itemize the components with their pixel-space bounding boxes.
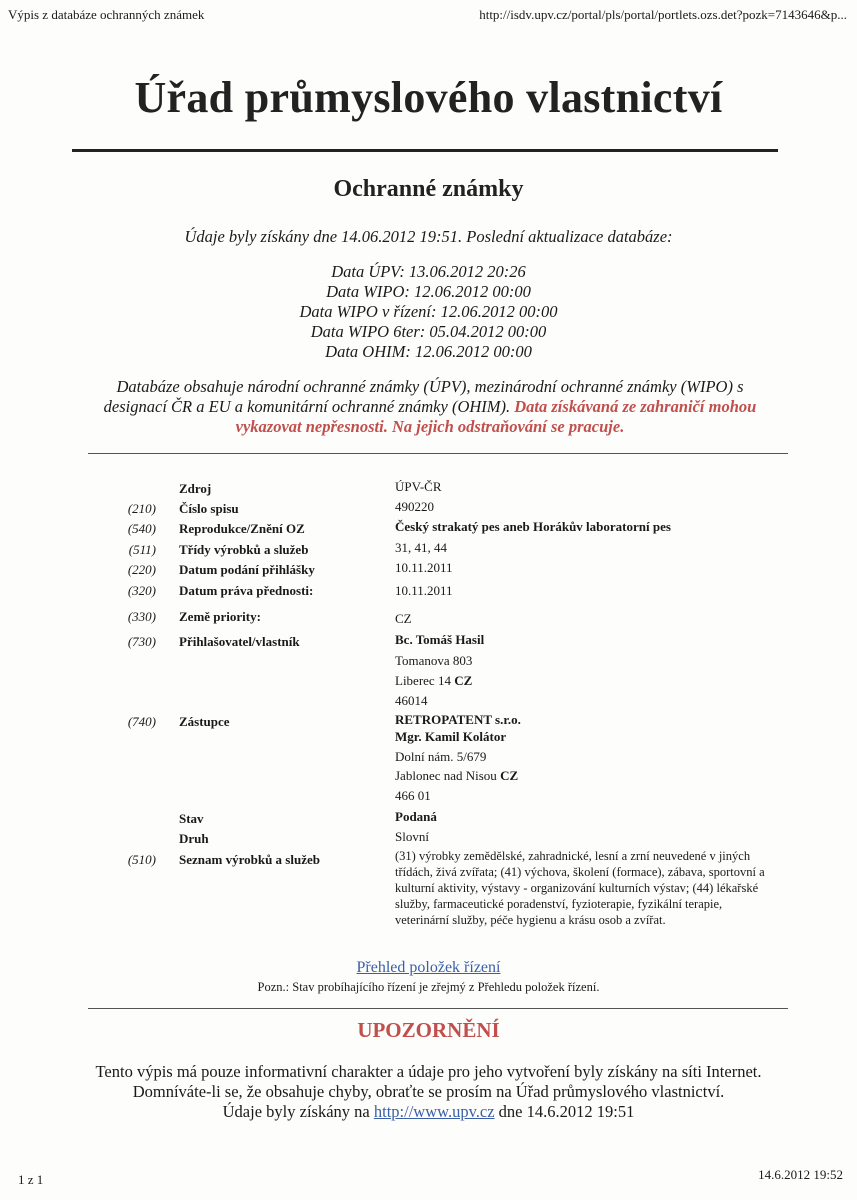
title-divider — [72, 149, 778, 152]
section-title: Ochranné známky — [333, 176, 524, 202]
value-datum-prednosti: 10.11.2011 — [395, 583, 453, 598]
record-divider-bottom — [88, 1008, 788, 1009]
label-zastupce: Zástupce — [179, 714, 230, 729]
print-header-title: Výpis z databáze ochranných známek — [8, 7, 205, 22]
disclaimer-pre: Údaje byly získány na — [222, 1102, 370, 1121]
print-footer-page: 1 z 1 — [18, 1172, 44, 1187]
code-540: (540) — [127, 521, 156, 536]
label-druh: Druh — [179, 831, 209, 846]
representative-city: Jablonec nad Nisou — [395, 768, 497, 783]
database-description — [90, 377, 770, 437]
applicant-name: Bc. Tomáš Hasil — [395, 632, 485, 647]
description-line1: Databáze obsahuje národní ochranné známky (ÚPV), mezinárodní ochranné známky (WIPO) s — [116, 377, 744, 396]
prehled-polozek-link[interactable]: Přehled položek řízení — [356, 959, 501, 976]
code-510: (510) — [127, 852, 156, 867]
code-730: (730) — [127, 634, 156, 649]
database-dates — [0, 262, 857, 362]
disclaimer-line1: Tento výpis má pouze informativní charakter a údaje pro jeho vytvoření byly získány na síti Internet. — [95, 1062, 762, 1081]
value-stav: Podaná — [395, 809, 437, 824]
warning-text-2: vykazovat nepřesnosti. Na jejich odstraňování se pracuje. — [235, 417, 625, 436]
code-210: (210) — [127, 501, 156, 516]
representative-person: Mgr. Kamil Kolátor — [395, 729, 507, 744]
value-tridy: 31, 41, 44 — [395, 540, 447, 555]
date-upv: Data ÚPV: 13.06.2012 20:26 — [331, 262, 526, 281]
date-wipo-6ter: Data WIPO 6ter: 05.04.2012 00:00 — [310, 322, 547, 341]
label-prihlasovatel: Přihlašovatel/vlastník — [179, 634, 300, 649]
applicant-country: CZ — [454, 673, 473, 688]
value-druh: Slovní — [395, 829, 429, 844]
representative-country: CZ — [500, 768, 519, 783]
code-511: (511) — [128, 542, 156, 557]
value-zeme-priority: CZ — [395, 611, 412, 626]
applicant-city-line — [395, 673, 472, 689]
label-datum-podani: Datum podání přihlášky — [179, 562, 315, 577]
date-ohim: Data OHIM: 12.06.2012 00:00 — [325, 342, 532, 361]
code-220: (220) — [127, 562, 156, 577]
obtained-text: Údaje byly získány dne 14.06.2012 19:51. Poslední aktualizace databáze: — [184, 227, 673, 246]
applicant-zip: 46014 — [395, 693, 428, 708]
record-divider-top — [88, 453, 788, 454]
disclaimer-line2: Domníváte-li se, že obsahuje chyby, obraťte se prosím na Úřad průmyslového vlastnictví. — [132, 1082, 725, 1101]
label-zeme-priority: Země priority: — [179, 609, 261, 624]
disclaimer-line3 — [0, 1102, 857, 1122]
label-datum-prednosti: Datum práva přednosti: — [179, 583, 314, 598]
print-header-url: http://isdv.upv.cz/portal/pls/portal/portlets.ozs.det?pozk=7143646&p... — [479, 7, 847, 22]
label-zdroj: Zdroj — [179, 481, 212, 496]
label-stav: Stav — [179, 811, 204, 826]
code-740: (740) — [127, 714, 156, 729]
upv-link[interactable]: http://www.upv.cz — [373, 1102, 495, 1121]
description-line2: designací ČR a EU a komunitární ochranné známky (OHIM). — [103, 397, 511, 416]
value-seznam: (31) výrobky zemědělské, zahradnické, lesní a zrní neuvedené v jiných třídách, živá zvířata; (41) výchova, školení (formace), zábava, sportovní a kulturní aktivity, výstavy - organizování kulturních výstav; (44) lékařské služby, farmaceutické poradenství, fyzioterapie, fyzikální terapie, veterinární služby, péče hygienu a krásu osob a zvířat. — [395, 849, 765, 927]
value-datum-podani: 10.11.2011 — [395, 560, 453, 575]
code-320: (320) — [127, 583, 156, 598]
value-cislo-spisu: 490220 — [395, 499, 434, 514]
label-tridy: Třídy výrobků a služeb — [179, 542, 309, 557]
disclaimer-post: dne 14.6.2012 19:51 — [498, 1102, 635, 1121]
label-cislo-spisu: Číslo spisu — [179, 501, 239, 516]
page-title: Úřad průmyslového vlastnictví — [134, 73, 723, 122]
date-wipo: Data WIPO: 12.06.2012 00:00 — [326, 282, 531, 301]
label-seznam: Seznam výrobků a služeb — [179, 852, 320, 867]
applicant-city: Liberec 14 — [395, 673, 451, 688]
warning-heading: UPOZORNĚNÍ — [357, 1018, 500, 1042]
applicant-street: Tomanova 803 — [395, 653, 473, 668]
label-reprodukce: Reprodukce/Znění OZ — [179, 521, 305, 536]
code-330: (330) — [127, 609, 156, 624]
print-footer-timestamp: 14.6.2012 19:52 — [758, 1167, 843, 1182]
representative-city-line — [395, 768, 518, 784]
value-reprodukce: Český strakatý pes aneb Horákův laboratorní pes — [395, 519, 671, 534]
representative-street: Dolní nám. 5/679 — [395, 749, 487, 764]
value-zdroj: ÚPV-ČR — [395, 479, 442, 494]
representative-zip: 466 01 — [395, 788, 431, 803]
disclaimer — [0, 1062, 857, 1122]
pozn-note: Pozn.: Stav probíhajícího řízení je zřejmý z Přehledu položek řízení. — [257, 980, 600, 994]
date-wipo-rizeni: Data WIPO v řízení: 12.06.2012 00:00 — [299, 302, 558, 321]
warning-text-1: Data získávaná ze zahraničí mohou — [514, 397, 757, 416]
representative-firm: RETROPATENT s.r.o. — [395, 712, 521, 727]
